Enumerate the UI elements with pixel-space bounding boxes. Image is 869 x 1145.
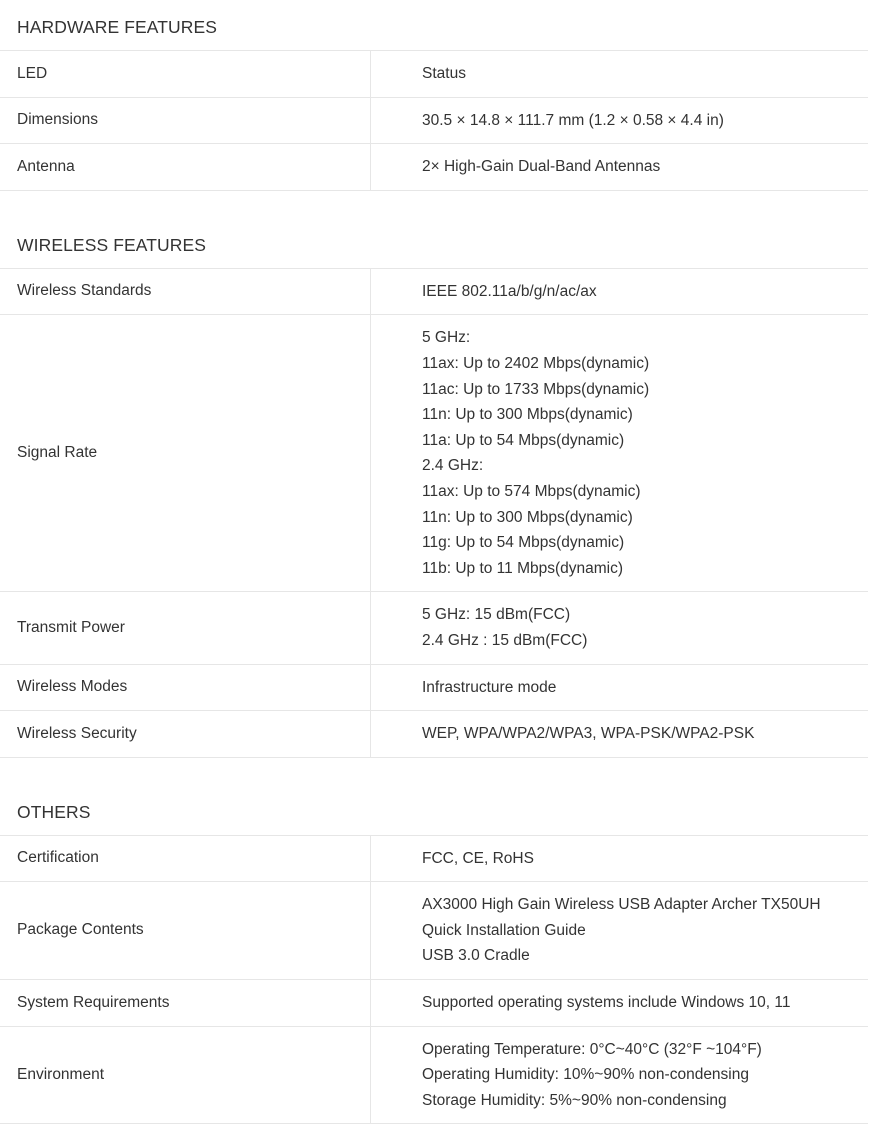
spec-table (0, 51, 868, 191)
spec-label: Signal Rate (0, 315, 371, 592)
spec-value: 5 GHz: 15 dBm(FCC) 2.4 GHz : 15 dBm(FCC) (371, 592, 869, 664)
spec-row-antenna (0, 144, 868, 191)
spec-label: System Requirements (0, 980, 371, 1027)
spec-row-transmit-power (0, 592, 868, 664)
section-title: OTHERS (0, 785, 868, 836)
spec-label: Dimensions (0, 97, 371, 144)
spec-value: 30.5 × 14.8 × 111.7 mm (1.2 × 0.58 × 4.4 in) (371, 97, 869, 144)
spec-value: Supported operating systems include Windows 10, 11 (371, 980, 869, 1027)
spec-row-wireless-standards (0, 269, 868, 315)
section-wireless-features (0, 218, 868, 758)
spec-value: Infrastructure mode (371, 664, 869, 711)
spec-row-wireless-security (0, 711, 868, 758)
spec-value: WEP, WPA/WPA2/WPA3, WPA-PSK/WPA2-PSK (371, 711, 869, 758)
spec-label: Antenna (0, 144, 371, 191)
spec-row-certification (0, 836, 868, 882)
spec-row-environment (0, 1026, 868, 1124)
section-others (0, 785, 868, 1125)
section-hardware-features (0, 0, 868, 191)
spec-label: LED (0, 51, 371, 97)
spec-value: AX3000 High Gain Wireless USB Adapter Archer TX50UH Quick Installation Guide USB 3.0 Cradle (371, 882, 869, 980)
spec-row-wireless-modes (0, 664, 868, 711)
spec-value: FCC, CE, RoHS (371, 836, 869, 882)
spec-row-led (0, 51, 868, 97)
spec-value: Status (371, 51, 869, 97)
spec-row-dimensions (0, 97, 868, 144)
spec-label: Package Contents (0, 882, 371, 980)
spec-label: Wireless Standards (0, 269, 371, 315)
spec-table (0, 269, 868, 758)
spec-row-package-contents (0, 882, 868, 980)
spec-value: Operating Temperature: 0°C~40°C (32°F ~104°F) Operating Humidity: 10%~90% non-condensing Storage Humidity: 5%~90% non-condensing (371, 1026, 869, 1124)
spec-row-signal-rate (0, 315, 868, 592)
section-title: HARDWARE FEATURES (0, 0, 868, 51)
spec-label: Certification (0, 836, 371, 882)
spec-value: 5 GHz: 11ax: Up to 2402 Mbps(dynamic) 11ac: Up to 1733 Mbps(dynamic) 11n: Up to 300 Mbps(dynamic) 11a: Up to 54 Mbps(dynamic) 2.4 GHz: 11ax: Up to 574 Mbps(dynamic) 11n: Up to 300 Mbps(dynamic) 11g: Up to 54 Mbps(dynamic) 11b: Up to 11 Mbps(dynamic) (371, 315, 869, 592)
spec-label: Environment (0, 1026, 371, 1124)
spec-row-system-requirements (0, 980, 868, 1027)
spec-label: Transmit Power (0, 592, 371, 664)
spec-value: 2× High-Gain Dual-Band Antennas (371, 144, 869, 191)
spec-label: Wireless Security (0, 711, 371, 758)
spec-value: IEEE 802.11a/b/g/n/ac/ax (371, 269, 869, 315)
spec-label: Wireless Modes (0, 664, 371, 711)
section-title: WIRELESS FEATURES (0, 218, 868, 269)
spec-table (0, 836, 868, 1125)
